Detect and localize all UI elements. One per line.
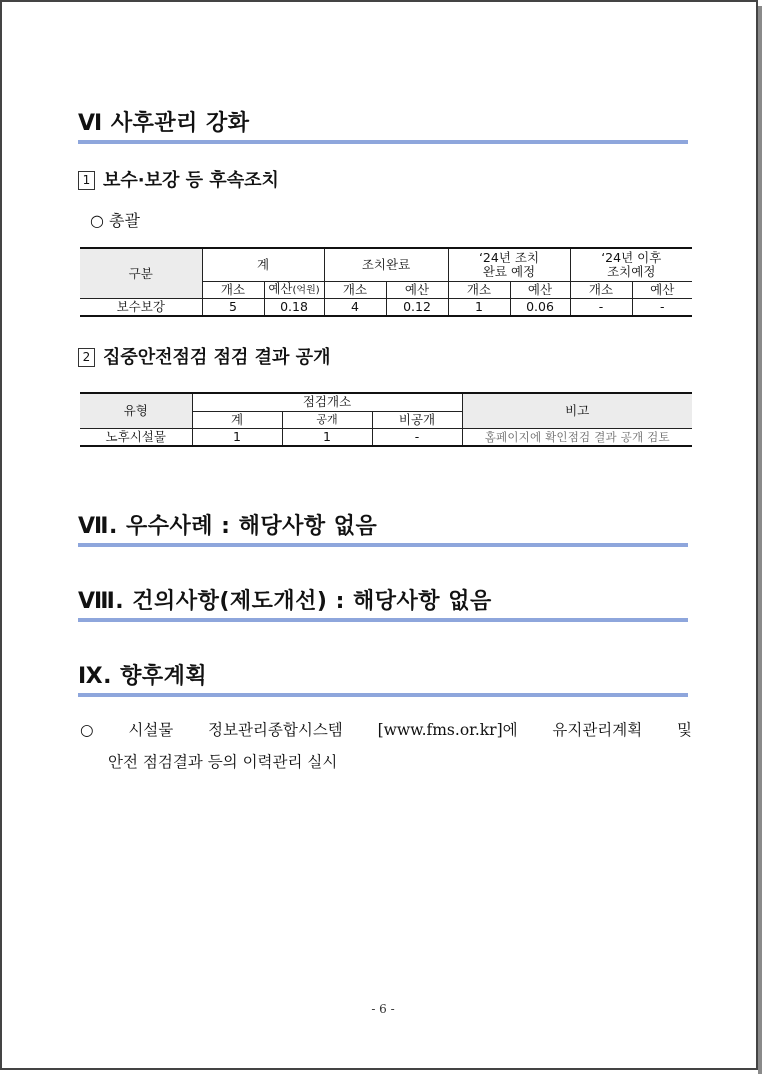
section-8-heading [78,584,688,615]
section-7-title: Ⅶ. 우수사례 : 해당사항 없음 [78,514,378,539]
cell-after-budget: - [632,299,692,317]
plan-word: [www.fms.or.kr]에 [377,721,518,739]
plan-word: 및 [677,721,692,739]
plan-line-2: 안전 점검결과 등의 이력관리 실시 [108,753,338,771]
page-number: - 6 - [371,1002,395,1016]
cell-done-budget: 0.12 [386,299,448,317]
summary-bullet: ○ 총괄 [90,211,140,230]
header-total: 계 [192,411,282,429]
table-row [80,299,692,317]
section-6-rule [78,140,688,144]
header-plan-24 [448,248,570,282]
cell-total: 1 [192,429,282,447]
plan-word: 유지관리계획 [552,721,643,739]
header-public: 공개 [282,411,372,429]
header-private: 비공개 [372,411,462,429]
section-9-heading [78,659,688,690]
header-done: 조치완료 [324,248,448,282]
plan-line-1 [80,714,692,746]
cell-plan-count: 1 [448,299,510,317]
table-row [80,429,692,447]
section-9-title: Ⅸ. 향후계획 [78,664,208,689]
header-after-24 [570,248,692,282]
cell-total-budget: 0.18 [264,299,324,317]
plan-word: 시설물 [128,721,174,739]
header-plan-24-line2: 완료 예정 [482,264,536,279]
header-count: 개소 [448,282,510,299]
header-count: 개소 [202,282,264,299]
plan-paragraph [80,714,692,778]
cell-done-count: 4 [324,299,386,317]
follow-up-table [80,247,692,317]
cell-note: 홈페이지에 확인점검 결과 공개 검토 [462,429,692,447]
inspection-table [80,392,692,447]
header-budget-unit [264,282,324,299]
section-6-title: Ⅵ 사후관리 강화 [78,111,250,136]
subsection-2-number: 2 [78,348,95,367]
section-8-title: Ⅷ. 건의사항(제도개선) : 해당사항 없음 [78,589,492,614]
header-budget-unit-label: 예산 [268,281,293,296]
plan-word: 정보관리종합시스템 [208,721,343,739]
section-7-rule [78,543,688,547]
section-7-heading [78,509,688,540]
section-9-rule [78,693,688,697]
cell-total-count: 5 [202,299,264,317]
cell-public: 1 [282,429,372,447]
subsection-2-title: 집중안전점검 점검 결과 공개 [103,347,331,368]
header-budget: 예산 [632,282,692,299]
section-8-rule [78,618,688,622]
header-gubun: 구분 [80,248,202,299]
header-type: 유형 [80,393,192,429]
subsection-1-heading [78,166,279,192]
header-budget: 예산 [386,282,448,299]
header-count: 개소 [324,282,386,299]
header-after-24-line2: 조치예정 [607,264,656,279]
header-budget-unit-small: (억원) [292,285,320,296]
header-count: 개소 [570,282,632,299]
subsection-1-number: 1 [78,171,95,190]
row-label: 보수보강 [80,299,202,317]
cell-private: - [372,429,462,447]
header-inspect: 점검개소 [192,393,462,411]
subsection-2-heading [78,343,330,369]
cell-plan-budget: 0.06 [510,299,570,317]
plan-bullet: ○ [80,721,94,739]
header-total: 계 [202,248,324,282]
subsection-1-title: 보수·보강 등 후속조치 [103,170,279,191]
cell-after-count: - [570,299,632,317]
row-label: 노후시설물 [80,429,192,447]
header-plan-24-line1: ‘24년 조치 [478,250,540,265]
header-after-24-line1: ‘24년 이후 [601,250,662,265]
header-note: 비고 [462,393,692,429]
header-budget: 예산 [510,282,570,299]
section-6-heading [78,106,688,137]
